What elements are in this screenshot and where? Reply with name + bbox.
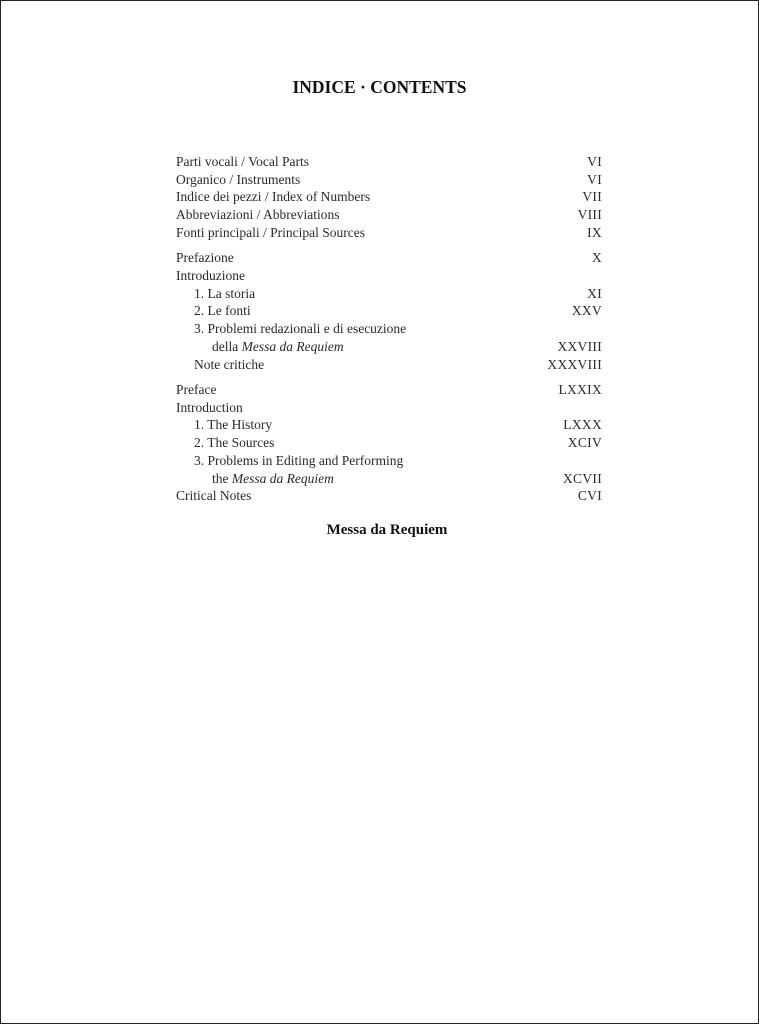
toc-entry: [176, 381, 602, 399]
toc-entry: [176, 302, 602, 320]
toc-label: Prefazione: [176, 250, 234, 265]
toc-label: [212, 470, 334, 488]
toc-page: XCVII: [563, 471, 602, 486]
toc-entry: [176, 171, 602, 189]
toc-label: Introduzione: [176, 268, 245, 283]
toc-entry: [176, 188, 602, 206]
toc-page: XXVIII: [557, 339, 602, 354]
toc-label: 3. Problemi redazionali e di esecuzione: [194, 321, 407, 336]
page-title: INDICE · CONTENTS: [292, 77, 467, 97]
toc-page: VII: [582, 189, 602, 204]
toc-entry: [176, 452, 602, 470]
toc-label: Preface: [176, 382, 217, 397]
toc-label: Critical Notes: [176, 488, 252, 503]
toc-label-text: della: [212, 339, 242, 354]
toc-label: 3. Problems in Editing and Performing: [194, 453, 404, 468]
toc-label: 1. The History: [194, 417, 273, 432]
toc-entry: [176, 338, 602, 356]
toc-page: VI: [587, 172, 602, 187]
toc-page: IX: [587, 225, 602, 240]
toc-page: CVI: [577, 488, 602, 503]
toc-label-text: the: [212, 471, 232, 486]
toc-page: VIII: [577, 207, 602, 222]
toc-entry: [176, 470, 602, 488]
toc-page: XXXVIII: [547, 357, 602, 372]
toc-label: Fonti principali / Principal Sources: [176, 225, 365, 240]
toc-label: 1. La storia: [194, 286, 256, 301]
toc-label-italic: Messa da Requiem: [241, 339, 344, 354]
toc-entry: [176, 399, 602, 417]
toc-label: 2. The Sources: [194, 435, 275, 450]
toc-entry: [176, 487, 602, 505]
toc-label: Abbreviazioni / Abbreviations: [176, 207, 340, 222]
toc-page: LXXIX: [558, 382, 602, 397]
section-title: Messa da Requiem: [326, 522, 448, 538]
toc-label: Indice dei pezzi / Index of Numbers: [176, 189, 371, 204]
toc-entry: [176, 206, 602, 224]
toc-entry: [176, 267, 602, 285]
toc-page: VI: [587, 154, 602, 169]
toc-label-italic: Messa da Requiem: [231, 471, 334, 486]
toc-page: LXXX: [563, 417, 602, 432]
toc-page: XXV: [571, 303, 602, 318]
toc-entry: [176, 356, 602, 374]
toc-page: XI: [587, 286, 602, 301]
toc-entry: [176, 416, 602, 434]
toc-label: Organico / Instruments: [176, 172, 301, 187]
toc-entry: [176, 285, 602, 303]
toc-entry: [176, 224, 602, 242]
toc-label: Introduction: [176, 400, 243, 415]
toc-label: 2. Le fonti: [194, 303, 251, 318]
toc-page: X: [591, 250, 602, 265]
toc-entry: [176, 434, 602, 452]
toc-page: XCIV: [567, 435, 602, 450]
toc-label: [212, 338, 344, 356]
toc-label: Parti vocali / Vocal Parts: [176, 154, 309, 169]
toc-entry: [176, 249, 602, 267]
toc-label: Note critiche: [194, 357, 265, 372]
toc-entry: [176, 153, 602, 171]
toc-entry: [176, 320, 602, 338]
